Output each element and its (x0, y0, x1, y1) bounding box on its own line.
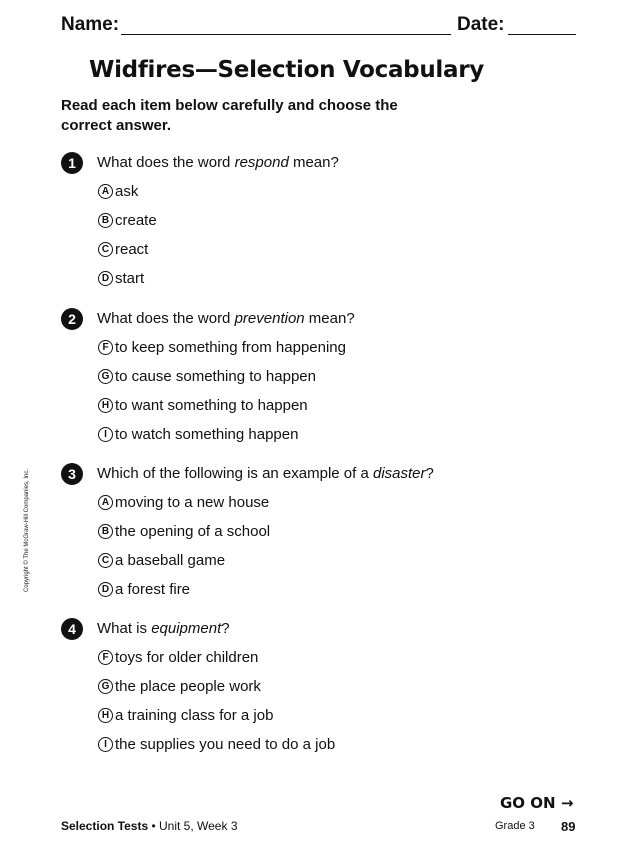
question-number-badge: 1 (61, 152, 83, 174)
answer-option[interactable] (98, 736, 335, 753)
footer-section-title: Selection Tests (61, 819, 149, 833)
instructions: Read each item below carefully and choose the correct answer. (61, 97, 398, 134)
answer-bubble[interactable]: I (98, 427, 113, 442)
answer-bubble[interactable]: H (98, 398, 113, 413)
answer-text: start (115, 270, 145, 287)
answer-option[interactable] (98, 678, 261, 695)
question-suffix: ? (425, 465, 434, 482)
footer-unit: • Unit 5, Week 3 (148, 819, 238, 833)
answer-bubble[interactable]: B (98, 524, 113, 539)
question-prefix: Which of the following is an example of a (97, 465, 373, 482)
answer-text: a training class for a job (115, 707, 274, 724)
answer-option[interactable] (98, 368, 316, 385)
date-label: Date: (457, 14, 505, 35)
answer-bubble[interactable]: I (98, 737, 113, 752)
question-suffix: mean? (288, 154, 339, 171)
answer-text: to keep something from happening (115, 339, 346, 356)
name-line (121, 34, 451, 35)
page-title: Widfires—Selection Vocabulary (89, 57, 484, 83)
answer-option[interactable] (98, 339, 346, 356)
answer-option[interactable] (98, 183, 138, 200)
answer-bubble[interactable]: D (98, 582, 113, 597)
answer-bubble[interactable]: G (98, 369, 113, 384)
answer-text: the place people work (115, 678, 261, 695)
question-number-badge: 2 (61, 308, 83, 330)
answer-text: moving to a new house (115, 494, 270, 511)
answer-text: the opening of a school (115, 523, 271, 540)
answer-option[interactable] (98, 397, 308, 414)
answer-text: ask (115, 183, 139, 200)
answer-option[interactable] (98, 581, 190, 598)
answer-text: toys for older children (115, 649, 259, 666)
question-keyword: equipment (151, 620, 222, 637)
question-number-badge: 4 (61, 618, 83, 640)
footer-grade: Grade 3 (495, 820, 535, 832)
answer-text: a forest fire (115, 581, 191, 598)
question-suffix: ? (221, 620, 230, 637)
answer-bubble[interactable]: G (98, 679, 113, 694)
footer-section (61, 819, 238, 833)
question-prefix: What does the word (97, 154, 235, 171)
answer-bubble[interactable]: A (98, 495, 113, 510)
answer-option[interactable] (98, 241, 148, 258)
answer-bubble[interactable]: C (98, 553, 113, 568)
answer-option[interactable] (98, 494, 269, 511)
question-suffix: mean? (304, 310, 355, 327)
answer-text: to watch something happen (115, 426, 299, 443)
answer-option[interactable] (98, 523, 270, 540)
answer-bubble[interactable]: D (98, 271, 113, 286)
answer-text: create (115, 212, 157, 229)
page-number: 89 (561, 819, 576, 834)
answer-bubble[interactable]: B (98, 213, 113, 228)
question-text (97, 465, 434, 482)
answer-option[interactable] (98, 212, 157, 229)
question-prefix: What is (97, 620, 152, 637)
name-label: Name: (61, 14, 120, 35)
answer-text: to want something to happen (115, 397, 308, 414)
answer-text: a baseball game (115, 552, 226, 569)
answer-bubble[interactable]: F (98, 650, 113, 665)
answer-bubble[interactable]: H (98, 708, 113, 723)
question-number-badge: 3 (61, 463, 83, 485)
answer-option[interactable] (98, 649, 258, 666)
answer-text: to cause something to happen (115, 368, 316, 385)
question-prefix: What does the word (97, 310, 235, 327)
question-keyword: disaster (372, 465, 426, 482)
question-keyword: respond (234, 154, 289, 171)
question-text (97, 310, 355, 327)
question-text (97, 620, 230, 637)
go-on-label: GO ON → (500, 794, 574, 812)
header (61, 14, 576, 38)
copyright-notice: Copyright © The McGraw-Hill Companies, Inc. (24, 468, 30, 592)
answer-option[interactable] (98, 552, 225, 569)
answer-option[interactable] (98, 426, 298, 443)
answer-option[interactable] (98, 707, 273, 724)
answer-bubble[interactable]: C (98, 242, 113, 257)
question-keyword: prevention (234, 310, 305, 327)
answer-option[interactable] (98, 270, 144, 287)
answer-bubble[interactable]: A (98, 184, 113, 199)
answer-text: the supplies you need to do a job (115, 736, 336, 753)
answer-bubble[interactable]: F (98, 340, 113, 355)
question-text (97, 154, 339, 171)
answer-text: react (115, 241, 149, 258)
date-line (508, 34, 576, 35)
